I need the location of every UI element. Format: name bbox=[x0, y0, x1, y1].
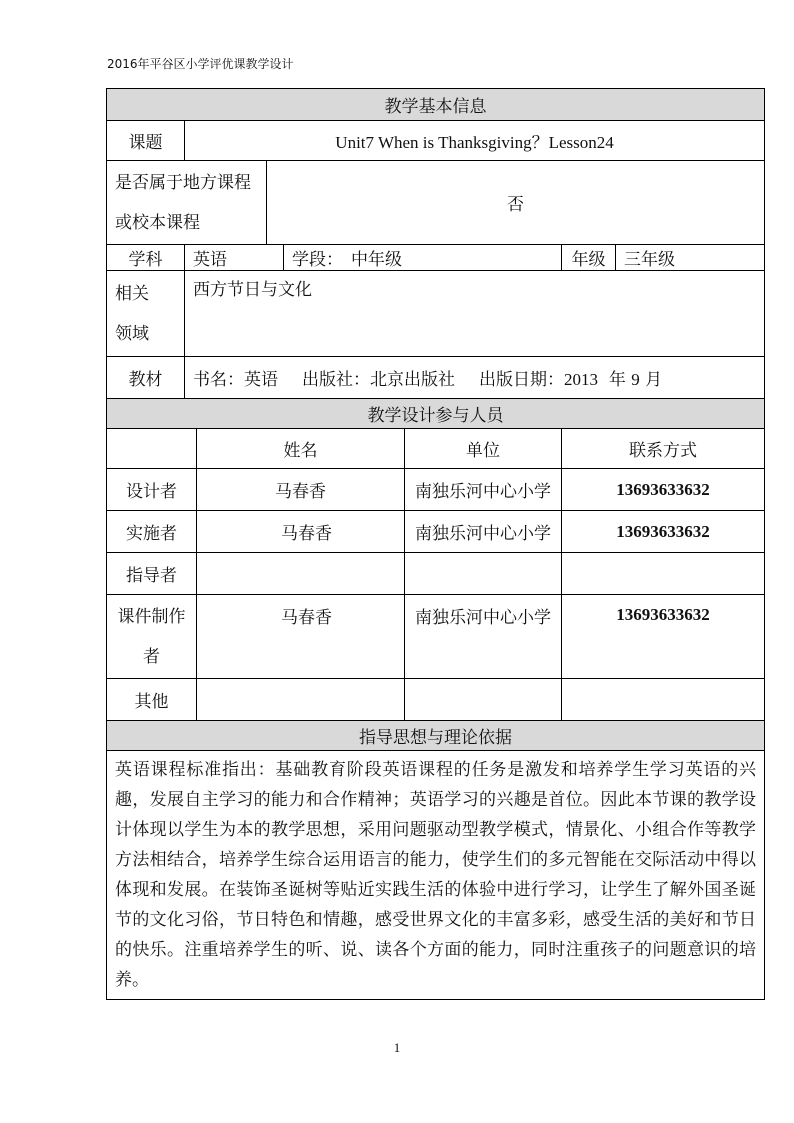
page-number: 1 bbox=[393, 1040, 401, 1055]
participant-unit bbox=[405, 679, 562, 721]
participant-row-implementer bbox=[107, 511, 765, 553]
topic-value: Unit7 When is Thanksgiving？Lesson24 bbox=[185, 121, 765, 161]
participant-contact: 13693633632 bbox=[562, 511, 765, 553]
participant-role: 其他 bbox=[107, 679, 197, 721]
local-curriculum-label-line1: 是否属于地方课程 bbox=[115, 172, 251, 193]
participant-name bbox=[197, 679, 405, 721]
grade-label: 年级 bbox=[562, 245, 616, 271]
textbook-label: 教材 bbox=[107, 357, 185, 399]
stage-cell bbox=[284, 245, 562, 271]
participant-contact: 13693633632 bbox=[562, 469, 765, 511]
textbook-value bbox=[185, 357, 765, 399]
topic-label: 课题 bbox=[107, 121, 185, 161]
participant-row-courseware bbox=[107, 595, 765, 679]
related-field-label-line1: 相关 bbox=[115, 283, 149, 304]
participant-unit: 南独乐河中心小学 bbox=[405, 595, 562, 679]
book-name-value: 英语 bbox=[244, 370, 278, 390]
local-curriculum-label bbox=[107, 161, 267, 245]
section-header-participants: 教学设计参与人员 bbox=[107, 399, 765, 429]
book-name-label: 书名： bbox=[193, 370, 244, 390]
participants-header-role bbox=[107, 429, 197, 469]
stage-value: 中年级 bbox=[351, 250, 402, 270]
grade-value: 三年级 bbox=[616, 245, 765, 271]
participant-row-advisor bbox=[107, 553, 765, 595]
participant-name: 马春香 bbox=[197, 511, 405, 553]
guiding-paragraph: 英语课程标准指出：基础教育阶段英语课程的任务是激发和培养学生学习英语的兴趣，发展自主学习的能力和合作精神；英语学习的兴趣是首位。因此本节课的教学设计体现以学生为本的教学思想，采用问题驱动型教学模式，情景化、小组合作等教学方法相结合，培养学生综合运用语言的能力，使学生们的多元智能在交际活动中得以体现和发展。在装饰圣诞树等贴近实践生活的体验中进行学习，让学生了解外国圣诞节的文化习俗，节日特色和情趣，感受世界文化的丰富多彩，感受生活的美好和节日的快乐。注重培养学生的听、说、读各个方面的能力，同时注重孩子的问题意识的培养。 bbox=[107, 751, 765, 1000]
participant-role-line2: 者 bbox=[143, 646, 160, 667]
local-curriculum-label-line2: 或校本课程 bbox=[115, 212, 200, 233]
participants-header-contact: 联系方式 bbox=[562, 429, 765, 469]
subject-value: 英语 bbox=[185, 245, 284, 271]
participant-role bbox=[107, 595, 197, 679]
participant-role: 实施者 bbox=[107, 511, 197, 553]
section-header-basic-info: 教学基本信息 bbox=[107, 89, 765, 121]
stage-label: 学段： bbox=[292, 250, 343, 270]
related-field-label bbox=[107, 271, 185, 357]
publisher-value: 北京出版社 bbox=[370, 370, 455, 390]
participant-unit: 南独乐河中心小学 bbox=[405, 469, 562, 511]
publisher-label: 出版社： bbox=[302, 370, 370, 390]
participant-contact bbox=[562, 553, 765, 595]
participant-name bbox=[197, 553, 405, 595]
lesson-design-form bbox=[106, 88, 765, 1000]
participants-header-name: 姓名 bbox=[197, 429, 405, 469]
participant-contact bbox=[562, 679, 765, 721]
section-header-guiding: 指导思想与理论依据 bbox=[107, 721, 765, 751]
subject-label: 学科 bbox=[107, 245, 185, 271]
participant-unit: 南独乐河中心小学 bbox=[405, 511, 562, 553]
participant-role: 设计者 bbox=[107, 469, 197, 511]
participant-role: 指导者 bbox=[107, 553, 197, 595]
related-field-label-line2: 领域 bbox=[115, 323, 149, 344]
participant-name: 马春香 bbox=[197, 469, 405, 511]
participant-row-designer bbox=[107, 469, 765, 511]
participants-header-unit: 单位 bbox=[405, 429, 562, 469]
pub-date-month: 9 bbox=[631, 370, 640, 389]
document-header: 2016年平谷区小学评优课教学设计 bbox=[107, 57, 294, 71]
pub-date-year: 2013 bbox=[564, 370, 598, 389]
pub-date-label: 出版日期： bbox=[479, 370, 564, 390]
pub-date-month-unit: 月 bbox=[645, 370, 663, 390]
participant-role-line1: 课件制作 bbox=[117, 606, 186, 627]
participant-row-other bbox=[107, 679, 765, 721]
participant-unit bbox=[405, 553, 562, 595]
participant-contact: 13693633632 bbox=[562, 595, 765, 679]
pub-date-year-unit: 年 bbox=[608, 370, 626, 390]
local-curriculum-value: 否 bbox=[267, 161, 765, 245]
participant-name: 马春香 bbox=[197, 595, 405, 679]
related-field-value: 西方节日与文化 bbox=[185, 271, 765, 357]
